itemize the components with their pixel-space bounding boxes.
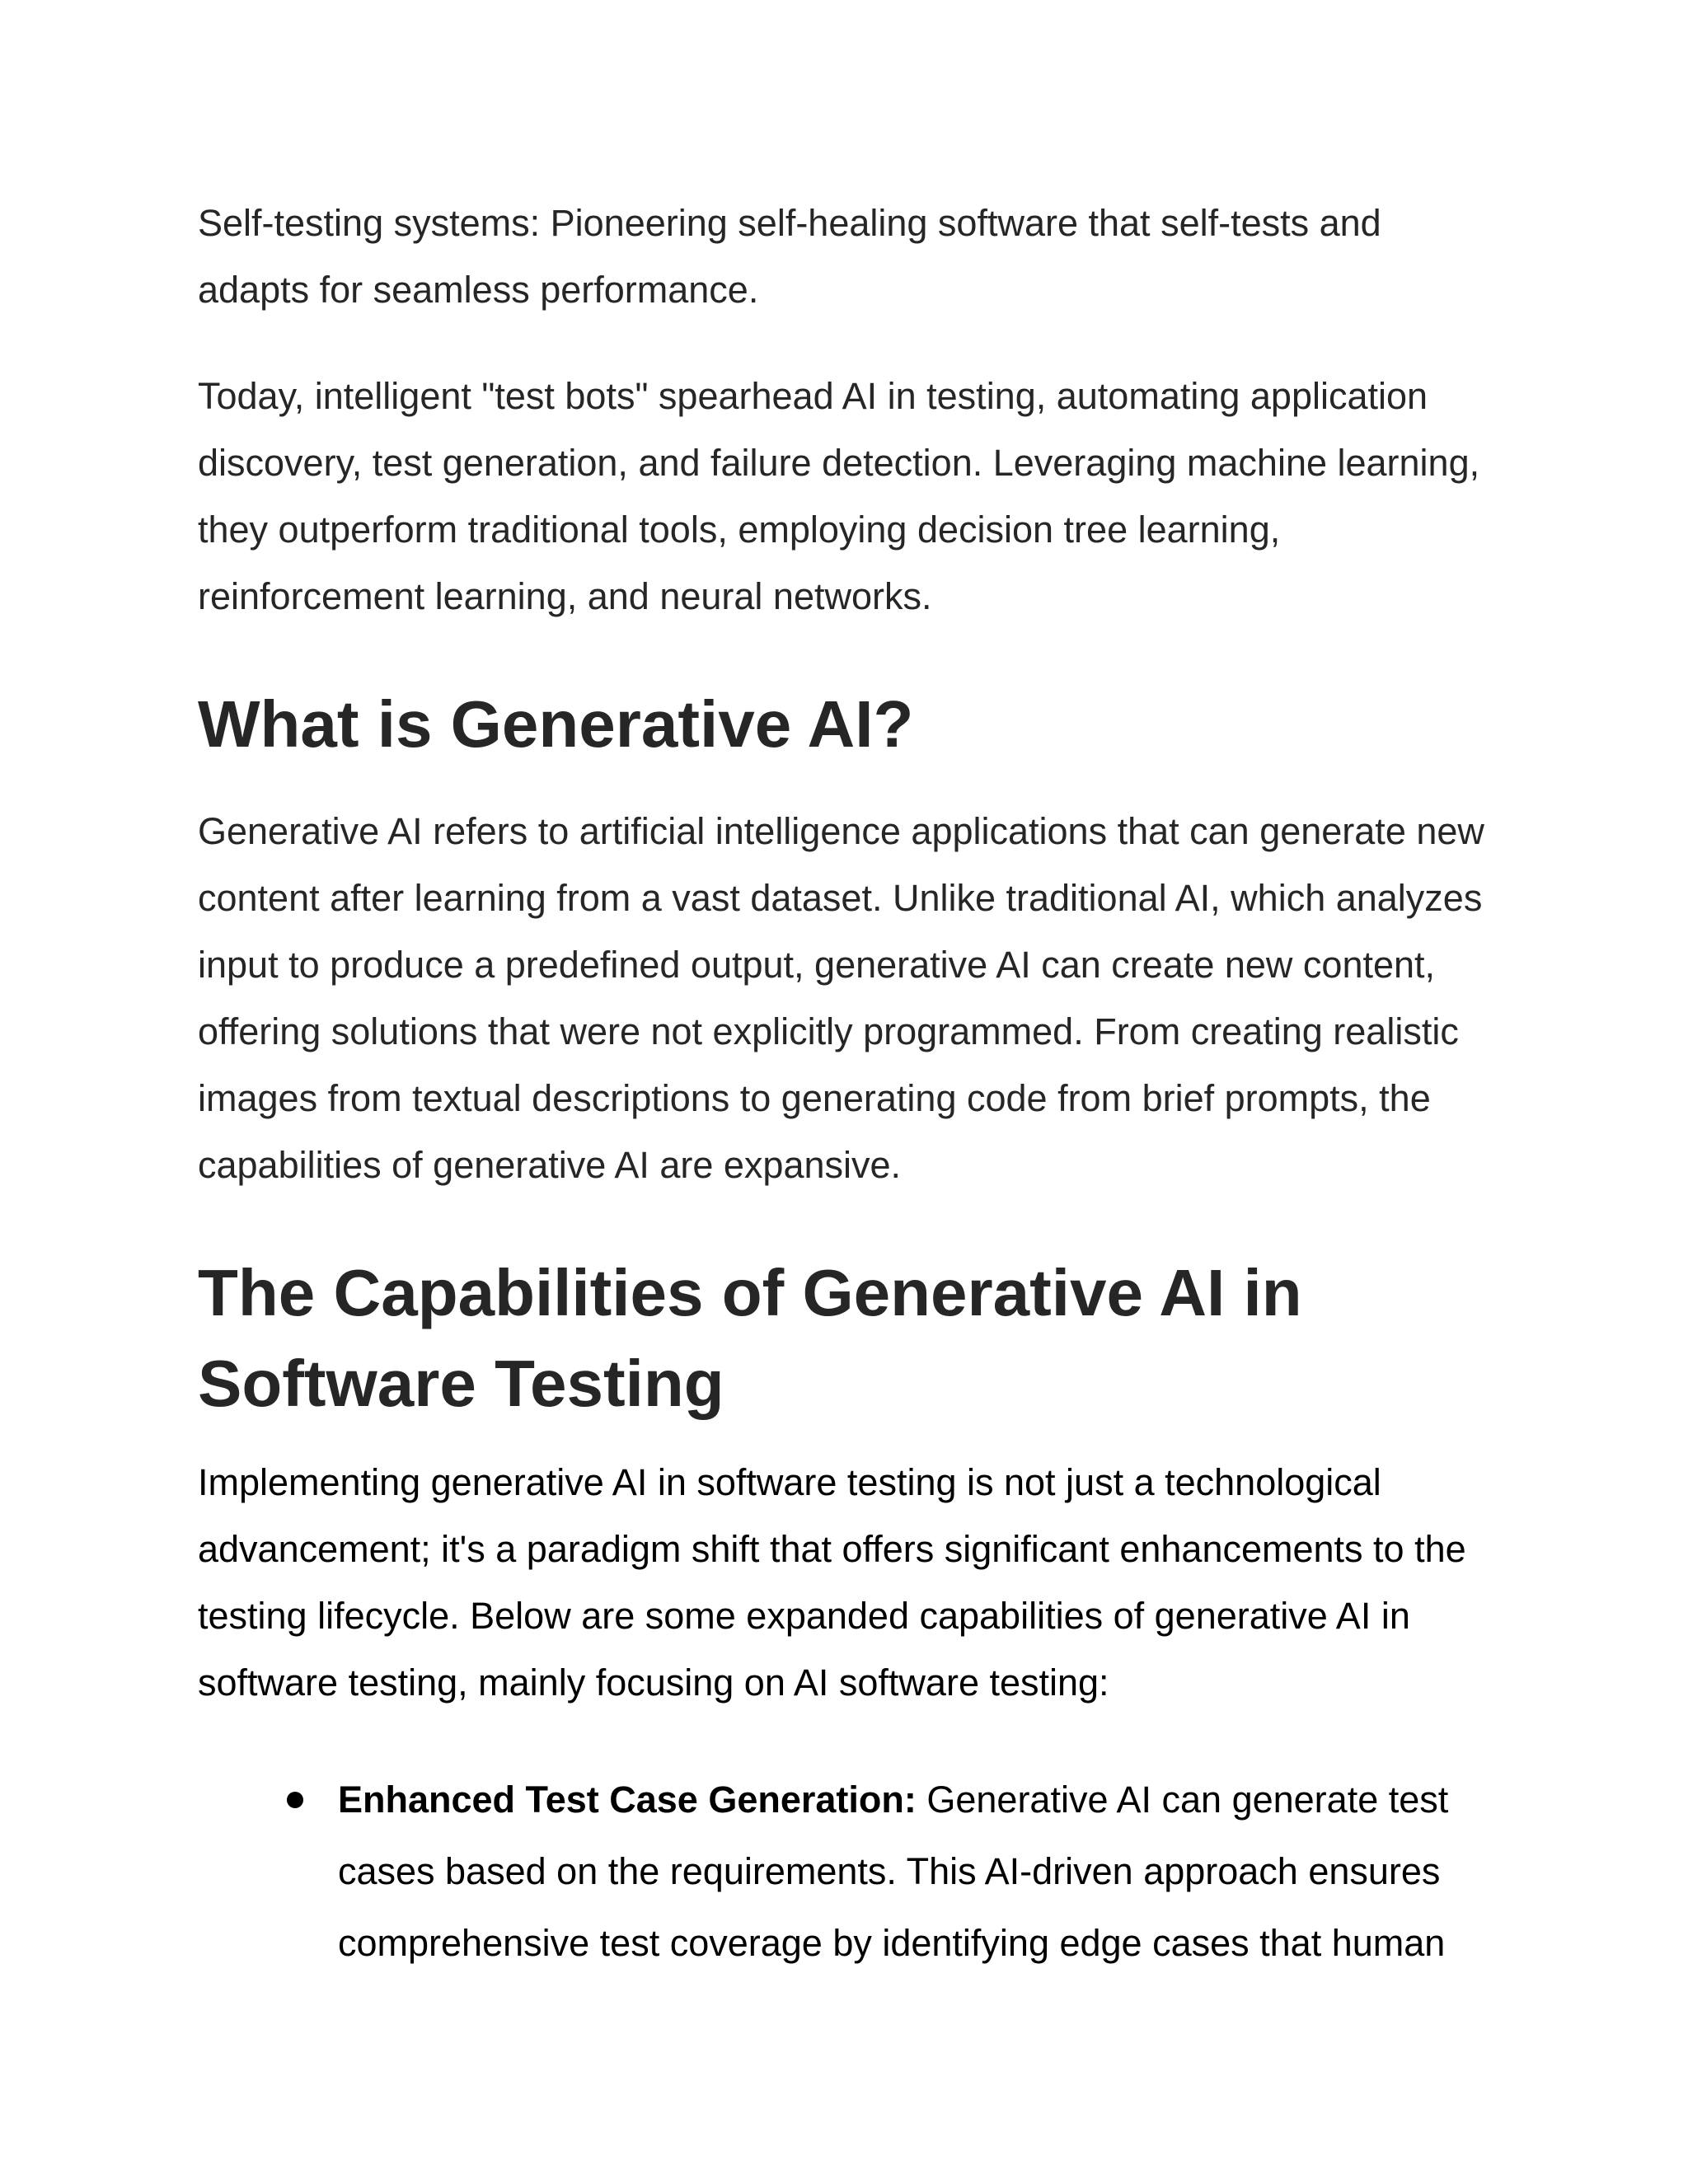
document-content [198,190,1500,1979]
paragraph-generative-ai-definition: Generative AI refers to artificial intelligence applications that can generate new content after learning from a vast dataset. Unlike traditional AI, which analyzes input to produce a predefined output, generative AI can create new content, offering solutions that were not explicitly programmed. From creating realistic images from textual descriptions to generating code from brief prompts, the capabilities of generative AI are expansive. [198,810,1484,1186]
bullet-text: Generative AI can generate test cases based on the requirements. This AI-driven approach ensures comprehensive test coverage by identifying edge cases that human [338,1779,1449,1964]
paragraph-capabilities-intro: Implementing generative AI in software testing is not just a technological advancement; it's a paradigm shift that offers significant enhancements to the testing lifecycle. Below are some expanded capabilities of generative AI in software testing, mainly focusing on AI software testing: [198,1461,1466,1704]
capabilities-list [198,1764,1500,1979]
list-item [338,1764,1500,1979]
bullet-icon [287,1792,303,1808]
paragraph-self-testing: Self-testing systems: Pioneering self-healing software that self-tests and adapts for seamless performance. [198,202,1381,311]
bullet-term: Enhanced Test Case Generation: [338,1779,917,1821]
paragraph-test-bots: Today, intelligent "test bots" spearhead AI in testing, automating application discovery, test generation, and failure detection. Leveraging machine learning, they outperform traditional tools, employing decision tree learning, reinforcement learning, and neural networks. [198,375,1480,617]
heading-what-is-generative-ai: What is Generative AI? [198,687,914,761]
heading-capabilities: The Capabilities of Generative AI in Software Testing [198,1256,1302,1420]
